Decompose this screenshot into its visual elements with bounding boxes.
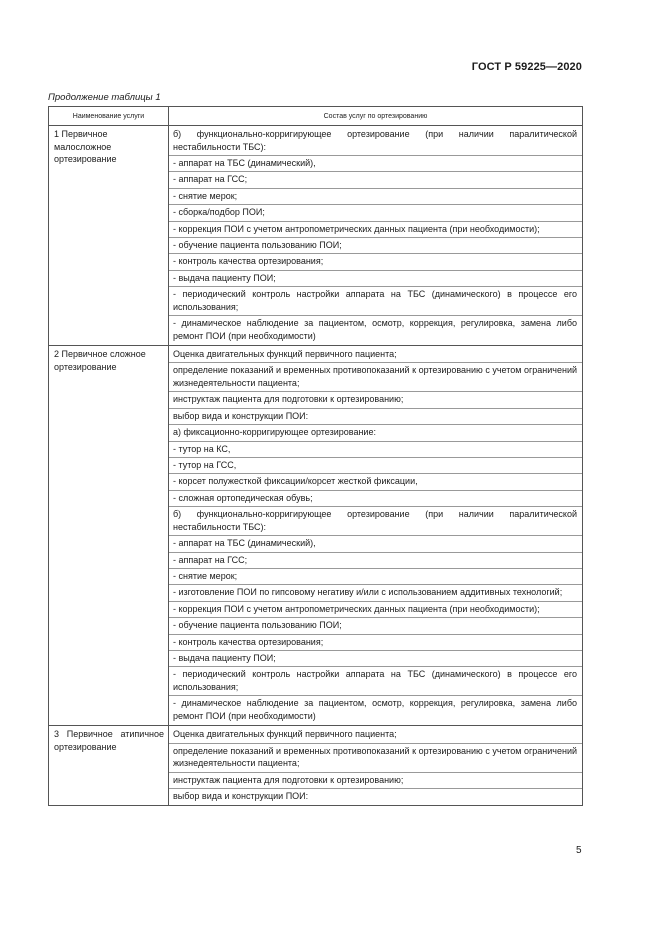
composition-item: - тутор на КС, — [169, 442, 582, 458]
composition-item: - периодический контроль настройки аппарата на ТБС (динамического) в процессе его использования; — [169, 667, 582, 696]
service-composition-cell — [169, 126, 583, 346]
composition-item: - коррекция ПОИ с учетом антропометрических данных пациента (при необходимости); — [169, 602, 582, 618]
composition-item: - контроль качества ортезирования; — [169, 635, 582, 651]
composition-item: - контроль качества ортезирования; — [169, 254, 582, 270]
service-name-cell: 2 Первичное сложное ортезирование — [49, 346, 169, 726]
column-header-service-name: Наименование услуги — [49, 107, 169, 126]
composition-item: - аппарат на ТБС (динамический), — [169, 156, 582, 172]
table-row — [49, 126, 583, 346]
table-continuation-caption: Продолжение таблицы 1 — [48, 92, 161, 103]
composition-item: - снятие мерок; — [169, 189, 582, 205]
composition-item: - динамическое наблюдение за пациентом, осмотр, коррекция, регулировка, замена либо ремонт ПОИ (при необходимости) — [173, 318, 577, 341]
service-composition-cell — [169, 726, 583, 806]
service-composition-cell — [169, 346, 583, 726]
composition-item: - периодический контроль настройки аппарата на ТБС (динамического) в процессе его использования; — [169, 287, 582, 316]
services-table — [48, 106, 583, 806]
composition-item: - тутор на ГСС, — [169, 458, 582, 474]
composition-item: инструктаж пациента для подготовки к ортезированию; — [169, 392, 582, 408]
composition-item: инструктаж пациента для подготовки к ортезированию; — [169, 773, 582, 789]
composition-item: б) функционально-корригирующее ортезирование (при наличии паралитической нестабильности ТБС): — [169, 507, 582, 536]
table-header-row — [49, 107, 583, 126]
column-header-service-composition: Состав услуг по ортезированию — [169, 107, 583, 126]
composition-item: - обучение пациента пользованию ПОИ; — [169, 618, 582, 634]
composition-item: Оценка двигательных функций первичного пациента; — [169, 727, 582, 743]
composition-item: - сложная ортопедическая обувь; — [169, 491, 582, 507]
page-number: 5 — [576, 845, 582, 856]
composition-item: Оценка двигательных функций первичного пациента; — [169, 347, 582, 363]
composition-item: - сборка/подбор ПОИ; — [169, 205, 582, 221]
composition-item: а) фиксационно-корригирующее ортезирование: — [169, 425, 582, 441]
composition-item: - снятие мерок; — [169, 569, 582, 585]
composition-item: выбор вида и конструкции ПОИ: — [173, 791, 309, 802]
composition-item: - аппарат на ТБС (динамический), — [169, 536, 582, 552]
composition-item: - изготовление ПОИ по гипсовому негативу и/или с использованием аддитивных технологий; — [169, 585, 582, 601]
composition-item: определение показаний и временных противопоказаний к ортезированию с учетом ограничений жизнедеятельности пациента; — [169, 744, 582, 773]
composition-item: - корсет полужесткой фиксации/корсет жесткой фиксации, — [169, 474, 582, 490]
composition-item: - аппарат на ГСС; — [169, 553, 582, 569]
table-row — [49, 346, 583, 726]
service-name-cell: 1 Первичное малосложное ортезирование — [49, 126, 169, 346]
composition-item: - обучение пациента пользованию ПОИ; — [169, 238, 582, 254]
composition-item: выбор вида и конструкции ПОИ: — [169, 409, 582, 425]
composition-item: б) функционально-корригирующее ортезирование (при наличии паралитической нестабильности ТБС): — [169, 127, 582, 156]
composition-item: - аппарат на ГСС; — [169, 172, 582, 188]
composition-item: определение показаний и временных противопоказаний к ортезированию с учетом ограничений жизнедеятельности пациента; — [169, 363, 582, 392]
composition-item: - выдача пациенту ПОИ; — [169, 651, 582, 667]
composition-item: - выдача пациенту ПОИ; — [169, 271, 582, 287]
document-code: ГОСТ Р 59225—2020 — [471, 61, 582, 73]
composition-item: - динамическое наблюдение за пациентом, осмотр, коррекция, регулировка, замена либо ремонт ПОИ (при необходимости) — [173, 698, 577, 721]
service-name-cell: 3 Первичное атипичное ортезирование — [49, 726, 169, 806]
composition-item: - коррекция ПОИ с учетом антропометрических данных пациента (при необходимости); — [169, 222, 582, 238]
table-row — [49, 726, 583, 806]
